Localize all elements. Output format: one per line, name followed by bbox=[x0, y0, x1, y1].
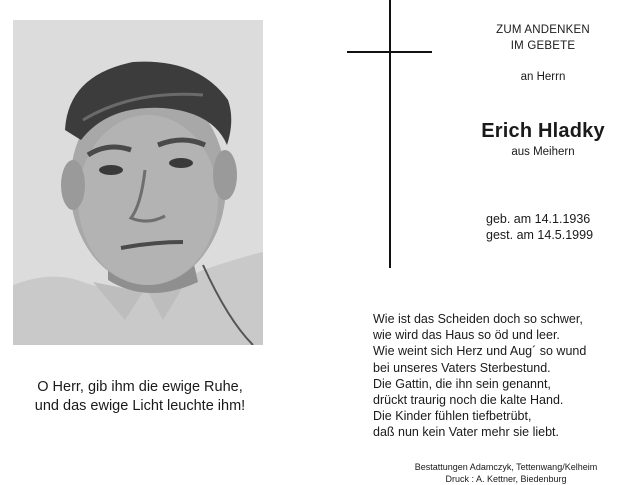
birth-date: geb. am 14.1.1936 bbox=[486, 212, 591, 226]
origin-place: aus Meihern bbox=[511, 146, 575, 158]
printer-credit: Druck : A. Kettner, Biedenburg bbox=[445, 474, 567, 484]
poem-line: Wie ist das Scheiden doch so schwer, bbox=[373, 312, 583, 326]
cross-vertical-beam bbox=[389, 0, 391, 268]
poem-line: drückt traurig noch die kalte Hand. bbox=[373, 393, 564, 408]
deceased-name: Erich Hladky bbox=[481, 120, 605, 142]
poem-line: bei unseres Vaters Sterbestund. bbox=[373, 360, 551, 375]
poem-line: Wie weint sich Herz und Aug´ so wund bbox=[373, 344, 587, 359]
portrait-photo bbox=[13, 20, 263, 345]
print-credits bbox=[374, 461, 638, 485]
salutation: an Herrn bbox=[520, 71, 566, 83]
poem-line: daß nun kein Vater mehr sie liebt. bbox=[373, 425, 559, 440]
prayer-line-1: O Herr, gib ihm die ewige Ruhe, bbox=[37, 379, 243, 395]
cross-horizontal-beam bbox=[347, 51, 432, 53]
portrait-image bbox=[13, 20, 263, 345]
memorial-header bbox=[478, 22, 608, 54]
death-date: gest. am 14.5.1999 bbox=[486, 228, 594, 242]
poem-line: wie wird das Haus so öd und leer. bbox=[373, 328, 560, 343]
poem-line: Die Kinder fühlen tiefbetrübt, bbox=[373, 409, 532, 424]
prayer-line-2: und das ewige Licht leuchte ihm! bbox=[34, 398, 246, 414]
poem-line: Die Gattin, die ihn sein genannt, bbox=[373, 376, 551, 391]
memorial-poem bbox=[373, 311, 639, 441]
header-line-1: ZUM ANDENKEN bbox=[496, 24, 590, 36]
header-line-2: IM GEBETE bbox=[510, 40, 576, 52]
life-dates bbox=[486, 211, 593, 243]
funeral-home-credit: Bestattungen Adamczyk, Tettenwang/Kelheim bbox=[414, 462, 598, 472]
prayer-text bbox=[0, 378, 280, 416]
